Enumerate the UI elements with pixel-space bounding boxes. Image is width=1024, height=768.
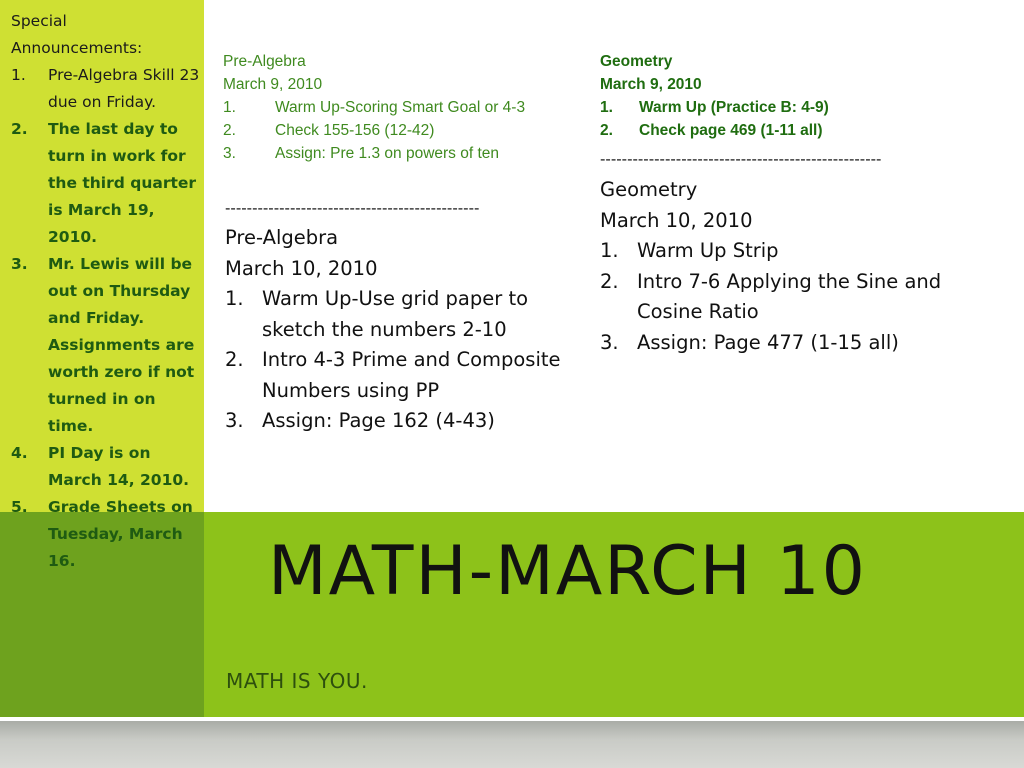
list-text: Check 155-156 (12-42) xyxy=(275,122,435,139)
list-number: 1. xyxy=(600,99,613,116)
separator-left: ----------------------------------------------- xyxy=(225,199,480,217)
slide-subtitle: MATH IS YOU. xyxy=(226,669,368,693)
announcements-heading-line1: Special xyxy=(11,12,67,30)
announcement-text: PI Day is on March 14, 2010. xyxy=(48,444,190,489)
announcement-number: 3. xyxy=(11,255,28,273)
list-number: 1. xyxy=(223,99,236,116)
list-text: Warm Up-Use grid paper to sketch the numbers 2-10 xyxy=(262,287,529,341)
announcements-list xyxy=(11,62,203,575)
list-item xyxy=(225,345,595,406)
list-number: 3. xyxy=(223,145,236,162)
geometry-march9-subject: Geometry xyxy=(600,53,673,70)
announcement-item xyxy=(11,251,203,440)
announcement-number: 2. xyxy=(11,120,28,138)
announcement-number: 1. xyxy=(11,66,26,84)
list-number: 3. xyxy=(225,409,244,432)
list-text: Assign: Page 477 (1-15 all) xyxy=(637,330,899,354)
list-item xyxy=(600,236,995,267)
list-number: 1. xyxy=(225,287,244,310)
slide-title: MATH-MARCH 10 xyxy=(268,532,867,611)
geometry-march10-date: March 10, 2010 xyxy=(600,208,753,232)
prealgebra-march10-date: March 10, 2010 xyxy=(225,256,378,280)
list-item xyxy=(223,142,585,165)
announcement-item xyxy=(11,494,203,575)
list-text: Assign: Page 162 (4-43) xyxy=(262,409,495,432)
prealgebra-march9-subject: Pre-Algebra xyxy=(223,53,306,70)
announcement-text: Pre-Algebra Skill 23 due on Friday. xyxy=(48,66,200,111)
geometry-march10-list xyxy=(600,236,995,358)
announcement-item xyxy=(11,62,203,116)
list-text: Intro 4-3 Prime and Composite Numbers using PP xyxy=(262,348,561,402)
announcement-item xyxy=(11,440,203,494)
list-number: 2. xyxy=(600,269,619,293)
geometry-march9-date: March 9, 2010 xyxy=(600,76,702,93)
list-number: 2. xyxy=(225,348,244,371)
prealgebra-march9-date: March 9, 2010 xyxy=(223,76,323,93)
prealgebra-march9-block xyxy=(223,50,585,165)
list-text: Intro 7-6 Applying the Sine and Cosine Ratio xyxy=(637,269,942,323)
geometry-march9-list xyxy=(600,96,1010,142)
list-text: Assign: Pre 1.3 on powers of ten xyxy=(275,145,500,162)
announcement-text: Grade Sheets on Tuesday, March 16. xyxy=(48,498,193,570)
separator-right: ---------------------------------------------------- xyxy=(600,150,882,168)
announcements-heading-line2: Announcements: xyxy=(11,39,143,57)
list-text: Check page 469 (1-11 all) xyxy=(639,122,823,139)
geometry-march10-subject: Geometry xyxy=(600,178,698,201)
list-item xyxy=(223,119,585,142)
prealgebra-march10-list xyxy=(225,284,595,437)
list-item xyxy=(600,328,995,359)
bottom-strip xyxy=(0,721,1024,768)
list-item xyxy=(223,96,585,119)
geometry-march10-block xyxy=(600,175,995,358)
prealgebra-march9-list xyxy=(223,96,585,165)
announcement-text: The last day to turn in work for the third quarter is March 19, 2010. xyxy=(48,120,197,246)
list-number: 1. xyxy=(600,239,619,262)
announcement-number: 5. xyxy=(11,498,28,516)
list-item xyxy=(225,284,595,345)
announcement-text: Mr. Lewis will be out on Thursday and Friday. Assignments are worth zero if not turned in on time. xyxy=(48,255,195,435)
prealgebra-march10-block xyxy=(225,223,595,437)
list-text: Warm Up Strip xyxy=(637,239,779,262)
list-item xyxy=(600,267,995,328)
geometry-march9-block xyxy=(600,50,1010,142)
list-number: 3. xyxy=(600,330,619,354)
announcement-item xyxy=(11,116,203,251)
list-text: Warm Up (Practice B: 4-9) xyxy=(639,99,829,116)
announcement-number: 4. xyxy=(11,444,28,462)
announcements xyxy=(11,8,203,575)
list-item xyxy=(225,406,595,437)
prealgebra-march10-subject: Pre-Algebra xyxy=(225,226,339,249)
list-number: 2. xyxy=(223,122,236,139)
list-item xyxy=(600,119,1010,142)
list-item xyxy=(600,96,1010,119)
list-text: Warm Up-Scoring Smart Goal or 4-3 xyxy=(275,99,526,116)
list-number: 2. xyxy=(600,122,613,139)
